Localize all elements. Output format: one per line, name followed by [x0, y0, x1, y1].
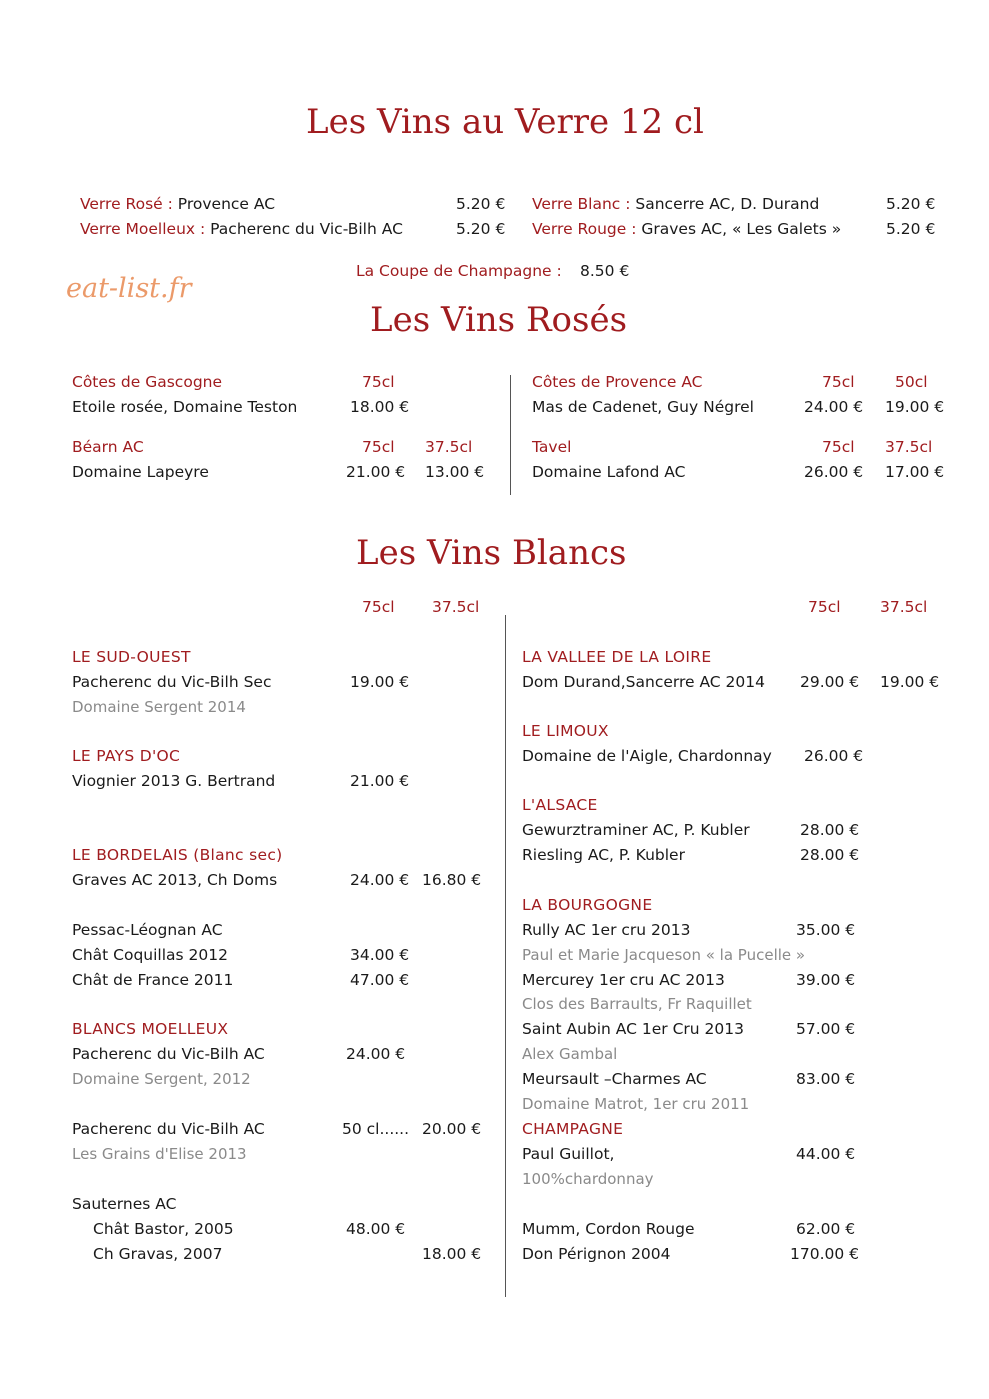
- verre-rose-label: Verre Rosé :: [80, 195, 173, 213]
- verre-rose-wine: Provence AC: [172, 195, 276, 213]
- sauternes-price-2: 18.00 €: [422, 1245, 482, 1263]
- pays-oc-header: LE PAYS D'OC: [72, 747, 181, 765]
- rose-tavel-wine: Domaine Lafond AC: [532, 463, 686, 481]
- verre-rose-price: 5.20 €: [456, 195, 506, 213]
- bordelais-header: LE BORDELAIS (Blanc sec): [72, 846, 283, 864]
- verre-rouge-wine: Graves AC, « Les Galets »: [636, 220, 842, 238]
- blancs-right-col-375: 37.5cl: [880, 598, 928, 616]
- verre-blanc-wine: Sancerre AC, D. Durand: [630, 195, 820, 213]
- coupe-champagne-price: 8.50 €: [580, 262, 630, 280]
- pacherenc50-note: Les Grains d'Elise 2013: [72, 1145, 247, 1163]
- loire-header: LA VALLEE DE LA LOIRE: [522, 648, 712, 666]
- sauternes-price-1: 48.00 €: [346, 1220, 406, 1238]
- bourgogne-note-2: Clos des Barraults, Fr Raquillet: [522, 995, 752, 1013]
- loire-wine: Dom Durand,Sancerre AC 2014: [522, 673, 766, 691]
- blancs-right-col-75: 75cl: [808, 598, 841, 616]
- rose-bearn-price-75: 21.00 €: [346, 463, 406, 481]
- sauternes-name: Sauternes AC: [72, 1195, 177, 1213]
- champagne-price-1: 44.00 €: [796, 1145, 856, 1163]
- rose-bearn-size-375: 37.5cl: [425, 438, 473, 456]
- pessac-name: Pessac-Léognan AC: [72, 921, 223, 939]
- champagne-price-3: 170.00 €: [790, 1245, 860, 1263]
- rose-tavel-size-375: 37.5cl: [885, 438, 933, 456]
- verre-moelleux-row: [80, 220, 403, 238]
- rose-provence-size-50: 50cl: [895, 373, 928, 391]
- rose-tavel-price-75: 26.00 €: [804, 463, 864, 481]
- pessac-price-1: 34.00 €: [350, 946, 410, 964]
- rose-bearn-region: Béarn AC: [72, 438, 144, 456]
- limoux-wine: Domaine de l'Aigle, Chardonnay: [522, 747, 772, 765]
- verre-rouge-label: Verre Rouge :: [532, 220, 637, 238]
- rose-tavel-price-375: 17.00 €: [885, 463, 945, 481]
- pays-oc-wine: Viognier 2013 G. Bertrand: [72, 772, 276, 790]
- rose-gascogne-wine: Etoile rosée, Domaine Teston: [72, 398, 298, 416]
- sud-ouest-wine: Pacherenc du Vic-Bilh Sec: [72, 673, 272, 691]
- rose-gascogne-size: 75cl: [362, 373, 395, 391]
- verre-title: Les Vins au Verre 12 cl: [306, 102, 704, 142]
- bourgogne-price-1: 35.00 €: [796, 921, 856, 939]
- rose-tavel-region: Tavel: [532, 438, 572, 456]
- moelleux-header: BLANCS MOELLEUX: [72, 1020, 229, 1038]
- coupe-champagne-label: La Coupe de Champagne :: [356, 262, 562, 280]
- sauternes-wine-2: Ch Gravas, 2007: [93, 1245, 223, 1263]
- bordelais-wine: Graves AC 2013, Ch Doms: [72, 871, 278, 889]
- verre-blanc-price: 5.20 €: [886, 195, 936, 213]
- champagne-price-2: 62.00 €: [796, 1220, 856, 1238]
- bourgogne-price-2: 39.00 €: [796, 971, 856, 989]
- blancs-left-col-75: 75cl: [362, 598, 395, 616]
- sud-ouest-note: Domaine Sergent 2014: [72, 698, 246, 716]
- rose-provence-price-50: 19.00 €: [885, 398, 945, 416]
- bourgogne-note-1: Paul et Marie Jacqueson « la Pucelle »: [522, 946, 806, 964]
- verre-blanc-label: Verre Blanc :: [532, 195, 631, 213]
- roses-divider: [510, 375, 511, 495]
- rose-provence-wine: Mas de Cadenet, Guy Négrel: [532, 398, 754, 416]
- rose-tavel-size-75: 75cl: [822, 438, 855, 456]
- rose-bearn-price-375: 13.00 €: [425, 463, 485, 481]
- verre-moelleux-label: Verre Moelleux :: [80, 220, 206, 238]
- champagne-wine-1: Paul Guillot,: [522, 1145, 615, 1163]
- moelleux-note: Domaine Sergent, 2012: [72, 1070, 251, 1088]
- verre-rouge-price: 5.20 €: [886, 220, 936, 238]
- rose-gascogne-price: 18.00 €: [350, 398, 410, 416]
- rose-provence-price-75: 24.00 €: [804, 398, 864, 416]
- pessac-price-2: 47.00 €: [350, 971, 410, 989]
- pessac-wine-2: Chât de France 2011: [72, 971, 234, 989]
- alsace-wine-1: Gewurztraminer AC, P. Kubler: [522, 821, 750, 839]
- alsace-wine-2: Riesling AC, P. Kubler: [522, 846, 685, 864]
- blancs-left-col-375: 37.5cl: [432, 598, 480, 616]
- pessac-wine-1: Chât Coquillas 2012: [72, 946, 228, 964]
- bourgogne-note-3: Alex Gambal: [522, 1045, 618, 1063]
- bordelais-price-375: 16.80 €: [422, 871, 482, 889]
- champagne-wine-2: Mumm, Cordon Rouge: [522, 1220, 695, 1238]
- bourgogne-wine-2: Mercurey 1er cru AC 2013: [522, 971, 725, 989]
- bordelais-price-75: 24.00 €: [350, 871, 410, 889]
- blancs-title: Les Vins Blancs: [356, 533, 627, 573]
- pays-oc-price: 21.00 €: [350, 772, 410, 790]
- limoux-price: 26.00 €: [804, 747, 864, 765]
- rose-provence-region: Côtes de Provence AC: [532, 373, 703, 391]
- alsace-price-2: 28.00 €: [800, 846, 860, 864]
- limoux-header: LE LIMOUX: [522, 722, 609, 740]
- rose-provence-size-75: 75cl: [822, 373, 855, 391]
- pacherenc50-size: 50 cl......: [342, 1120, 410, 1138]
- pacherenc50-price: 20.00 €: [422, 1120, 482, 1138]
- verre-moelleux-price: 5.20 €: [456, 220, 506, 238]
- rose-bearn-size-75: 75cl: [362, 438, 395, 456]
- bourgogne-wine-4: Meursault –Charmes AC: [522, 1070, 707, 1088]
- bourgogne-header: LA BOURGOGNE: [522, 896, 653, 914]
- verre-rouge-row: [532, 220, 841, 238]
- champagne-wine-3: Don Pérignon 2004: [522, 1245, 671, 1263]
- bourgogne-note-4: Domaine Matrot, 1er cru 2011: [522, 1095, 750, 1113]
- loire-price-75: 29.00 €: [800, 673, 860, 691]
- loire-price-375: 19.00 €: [880, 673, 940, 691]
- bourgogne-wine-3: Saint Aubin AC 1er Cru 2013: [522, 1020, 744, 1038]
- sauternes-wine-1: Chât Bastor, 2005: [93, 1220, 234, 1238]
- rose-bearn-wine: Domaine Lapeyre: [72, 463, 209, 481]
- sud-ouest-price: 19.00 €: [350, 673, 410, 691]
- verre-moelleux-wine: Pacherenc du Vic-Bilh AC: [205, 220, 403, 238]
- bourgogne-price-3: 57.00 €: [796, 1020, 856, 1038]
- moelleux-price: 24.00 €: [346, 1045, 406, 1063]
- sud-ouest-header: LE SUD-OUEST: [72, 648, 191, 666]
- alsace-price-1: 28.00 €: [800, 821, 860, 839]
- alsace-header: L'ALSACE: [522, 796, 598, 814]
- blancs-divider: [505, 615, 506, 1297]
- watermark: eat-list.fr: [66, 273, 192, 304]
- roses-title: Les Vins Rosés: [370, 300, 628, 340]
- verre-blanc-row: [532, 195, 819, 213]
- champagne-note: 100%chardonnay: [522, 1170, 654, 1188]
- champagne-header: CHAMPAGNE: [522, 1120, 624, 1138]
- moelleux-wine: Pacherenc du Vic-Bilh AC: [72, 1045, 265, 1063]
- pacherenc50-wine: Pacherenc du Vic-Bilh AC: [72, 1120, 265, 1138]
- bourgogne-price-4: 83.00 €: [796, 1070, 856, 1088]
- verre-rose-row: [80, 195, 275, 213]
- rose-gascogne-region: Côtes de Gascogne: [72, 373, 223, 391]
- bourgogne-wine-1: Rully AC 1er cru 2013: [522, 921, 691, 939]
